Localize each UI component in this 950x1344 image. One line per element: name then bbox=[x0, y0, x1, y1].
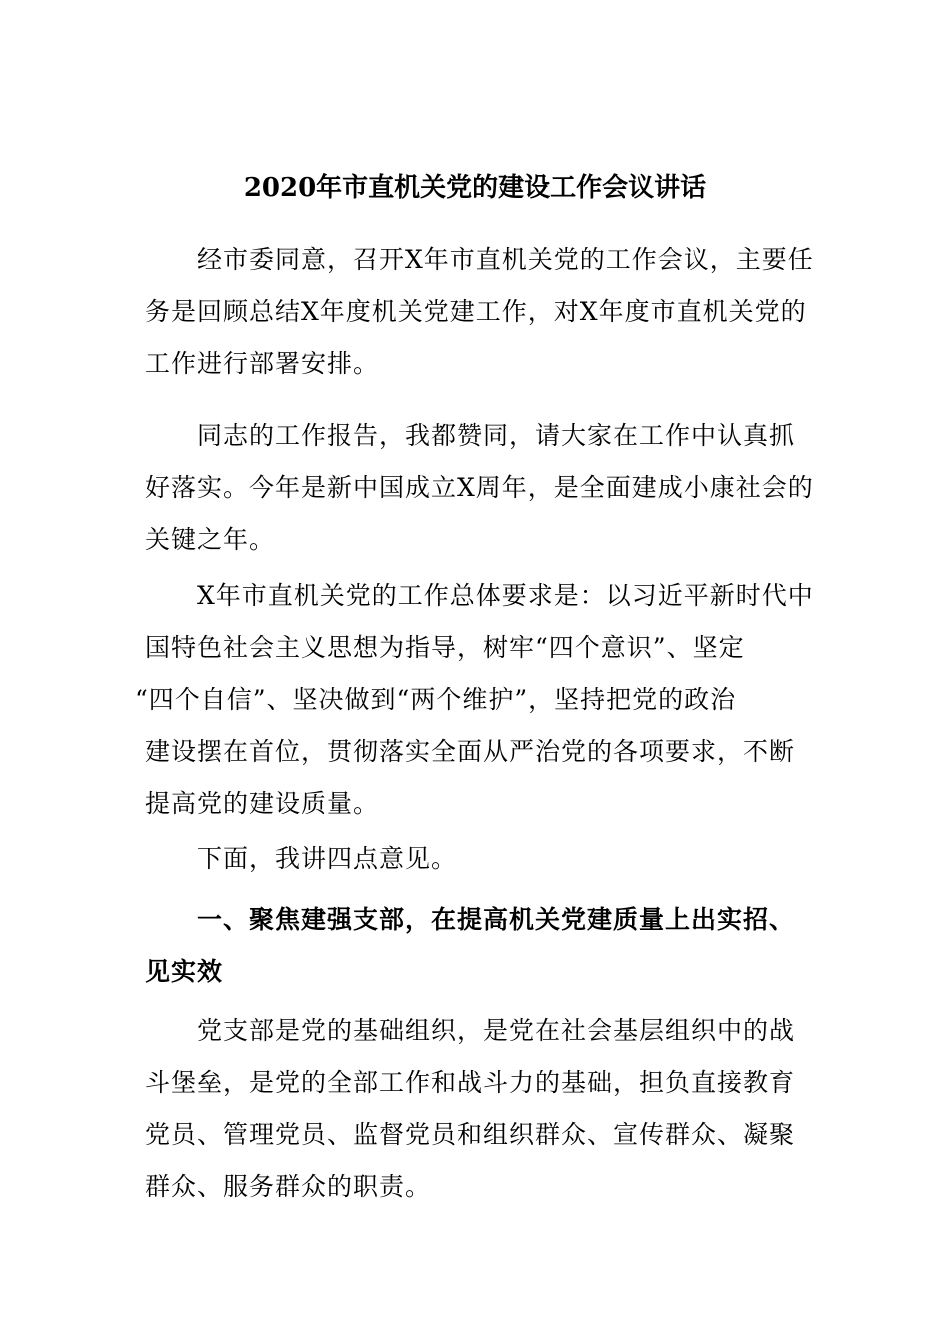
section-heading bbox=[145, 894, 805, 998]
paragraph-line: 同志的工作报告，我都赞同，请大家在工作中认真抓 bbox=[197, 421, 796, 450]
paragraph-line: 斗堡垒，是党的全部工作和战斗力的基础，担负直接教育 bbox=[145, 1068, 796, 1097]
paragraph-2 bbox=[145, 410, 814, 566]
paragraph-1 bbox=[145, 234, 814, 390]
paragraph-line: “四个自信”、坚决做到“两个维护”，坚持把党的政治 bbox=[135, 685, 737, 714]
paragraph-line: 好落实。今年是新中国成立X周年，是全面建成小康社会的 bbox=[145, 473, 814, 502]
paragraph-line: 关键之年。 bbox=[145, 525, 276, 554]
paragraph-3 bbox=[135, 570, 814, 830]
paragraph-line: 群众、服务群众的职责。 bbox=[145, 1172, 432, 1201]
section-heading-line: 一、聚焦建强支部，在提高机关党建质量上出实招、 bbox=[197, 905, 796, 934]
paragraph-line: 党支部是党的基础组织，是党在社会基层组织中的战 bbox=[197, 1016, 796, 1045]
paragraph-line: 下面，我讲四点意见。 bbox=[197, 844, 458, 873]
paragraph-line: 党员、管理党员、监督党员和组织群众、宣传群众、凝聚 bbox=[145, 1120, 796, 1149]
paragraph-4 bbox=[145, 833, 805, 885]
paragraph-line: 国特色社会主义思想为指导，树牢“四个意识”、坚定 bbox=[145, 633, 745, 662]
paragraph-line: 工作进行部署安排。 bbox=[145, 349, 380, 378]
document-title: 2020年市直机关党的建设工作会议讲话 bbox=[243, 173, 707, 203]
paragraph-line: 经市委同意，召开X年市直机关党的工作会议，主要任 bbox=[197, 245, 814, 274]
section-paragraph bbox=[145, 1005, 805, 1213]
paragraph-line: X年市直机关党的工作总体要求是：以习近平新时代中 bbox=[197, 581, 814, 610]
paragraph-line: 务是回顾总结X年度机关党建工作，对X年度市直机关党的 bbox=[145, 297, 807, 326]
section-heading-line: 见实效 bbox=[145, 957, 224, 986]
paragraph-line: 提高党的建设质量。 bbox=[145, 789, 380, 818]
paragraph-line: 建设摆在首位，贯彻落实全面从严治党的各项要求，不断 bbox=[145, 737, 796, 766]
